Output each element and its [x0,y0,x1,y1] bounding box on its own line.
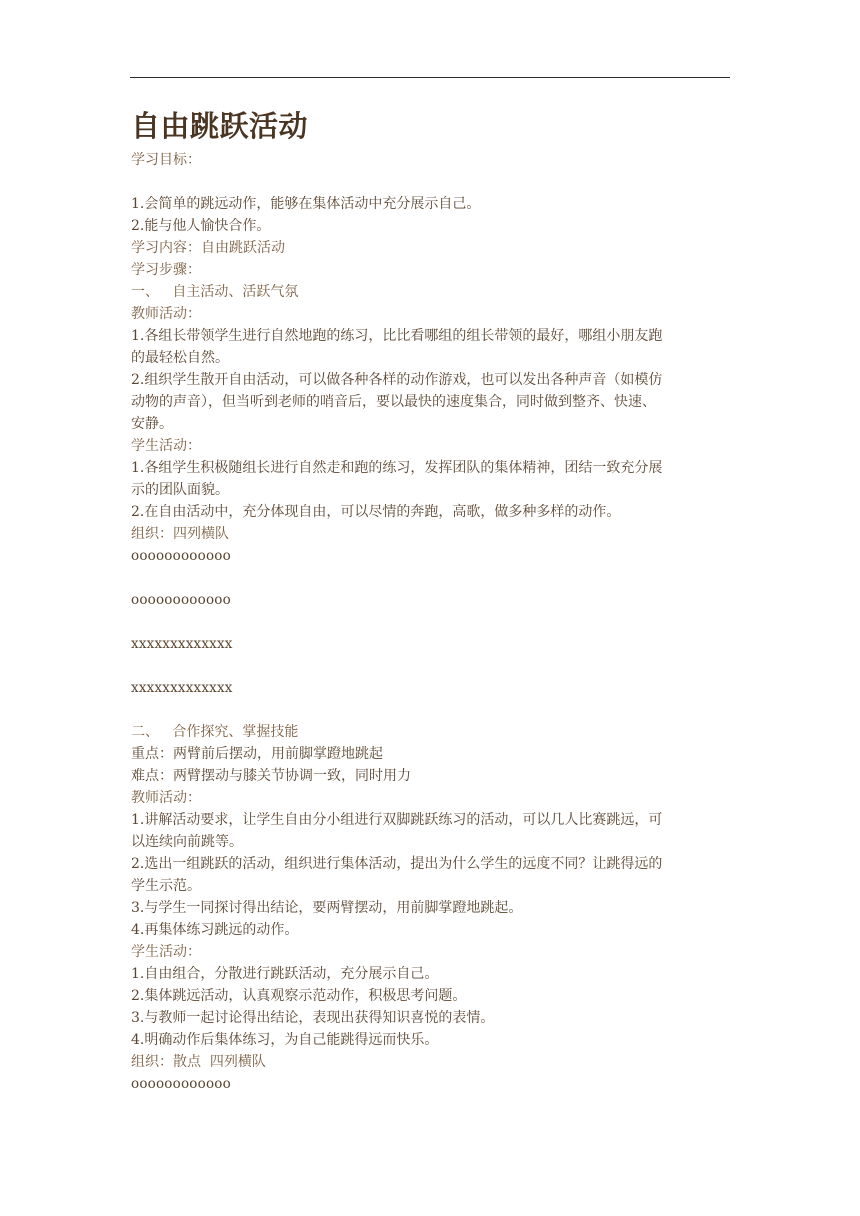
blank-line [131,699,731,721]
text-line: 的最轻松自然。 [131,350,229,366]
text-line: 2.在自由活动中，充分体现自由，可以尽情的奔跑，高歌，做多种多样的动作。 [131,504,621,520]
text-line: 2.集体跳远活动，认真观察示范动作，积极思考问题。 [131,988,467,1004]
blank-line [131,655,731,677]
text-line: 4.明确动作后集体练习，为自己能跳得远而快乐。 [131,1032,439,1048]
header-rule [130,77,730,78]
text-line: 动物的声音），但当听到老师的哨音后，要以最快的速度集合，同时做到整齐、快速、 [131,394,656,410]
text-line: 组织：散点 四列横队 [131,1054,266,1070]
text-line: 学习目标： [131,152,201,168]
text-line: 2.组织学生散开自由活动，可以做各种各样的动作游戏，也可以发出各种声音（如模仿 [131,372,663,388]
text-line: 难点：两臂摆动与膝关节协调一致，同时用力 [131,768,411,784]
formation-row: oooooooooooo [131,592,231,608]
blank-line [131,567,731,589]
text-line: 3.与学生一同探讨得出结论，要两臂摆动，用前脚掌蹬地跳起。 [131,900,523,916]
text-line: 组织：四列横队 [131,526,229,542]
text-line: 1.自由组合，分散进行跳跃活动，充分展示自己。 [131,966,439,982]
document-body [131,149,731,1095]
text-line: 1.会简单的跳远动作，能够在集体活动中充分展示自己。 [131,196,481,212]
text-line: 示的团队面貌。 [131,482,229,498]
text-line: 教师活动： [131,306,201,322]
text-line: 学生活动： [131,438,201,454]
text-line: 1.各组长带领学生进行自然地跑的练习，比比看哪组的组长带领的最好，哪组小朋友跑 [131,328,663,344]
text-line: 重点：两臂前后摆动，用前脚掌蹬地跳起 [131,746,383,762]
text-line: 3.与教师一起讨论得出结论，表现出获得知识喜悦的表情。 [131,1010,495,1026]
blank-line [131,611,731,633]
blank-line [131,171,731,193]
formation-row: oooooooooooo [131,1076,231,1092]
text-line: 学习步骤： [131,262,201,278]
text-line: 安静。 [131,416,173,432]
text-line: 1.讲解活动要求，让学生自由分小组进行双脚跳跃练习的活动，可以几人比赛跳远，可 [131,812,663,828]
text-line: 学习内容：自由跳跃活动 [131,240,285,256]
text-line: 2.能与他人愉快合作。 [131,218,271,234]
text-line: 1.各组学生积极随组长进行自然走和跑的练习，发挥团队的集体精神，团结一致充分展 [131,460,663,476]
text-line: 一、 自主活动、活跃气氛 [131,284,299,300]
text-line: 以连续向前跳等。 [131,834,243,850]
page-title: 自由跳跃活动 [131,109,309,143]
text-line: 学生活动： [131,944,201,960]
text-line: 教师活动： [131,790,201,806]
formation-row: oooooooooooo [131,548,231,564]
text-line: 学生示范。 [131,878,201,894]
formation-row: xxxxxxxxxxxxx [131,636,233,652]
formation-row: xxxxxxxxxxxxx [131,680,233,696]
text-line: 2.选出一组跳跃的活动，组织进行集体活动，提出为什么学生的远度不同？让跳得远的 [131,856,663,872]
text-line: 二、 合作探究、掌握技能 [131,724,299,740]
text-line: 4.再集体练习跳远的动作。 [131,922,299,938]
